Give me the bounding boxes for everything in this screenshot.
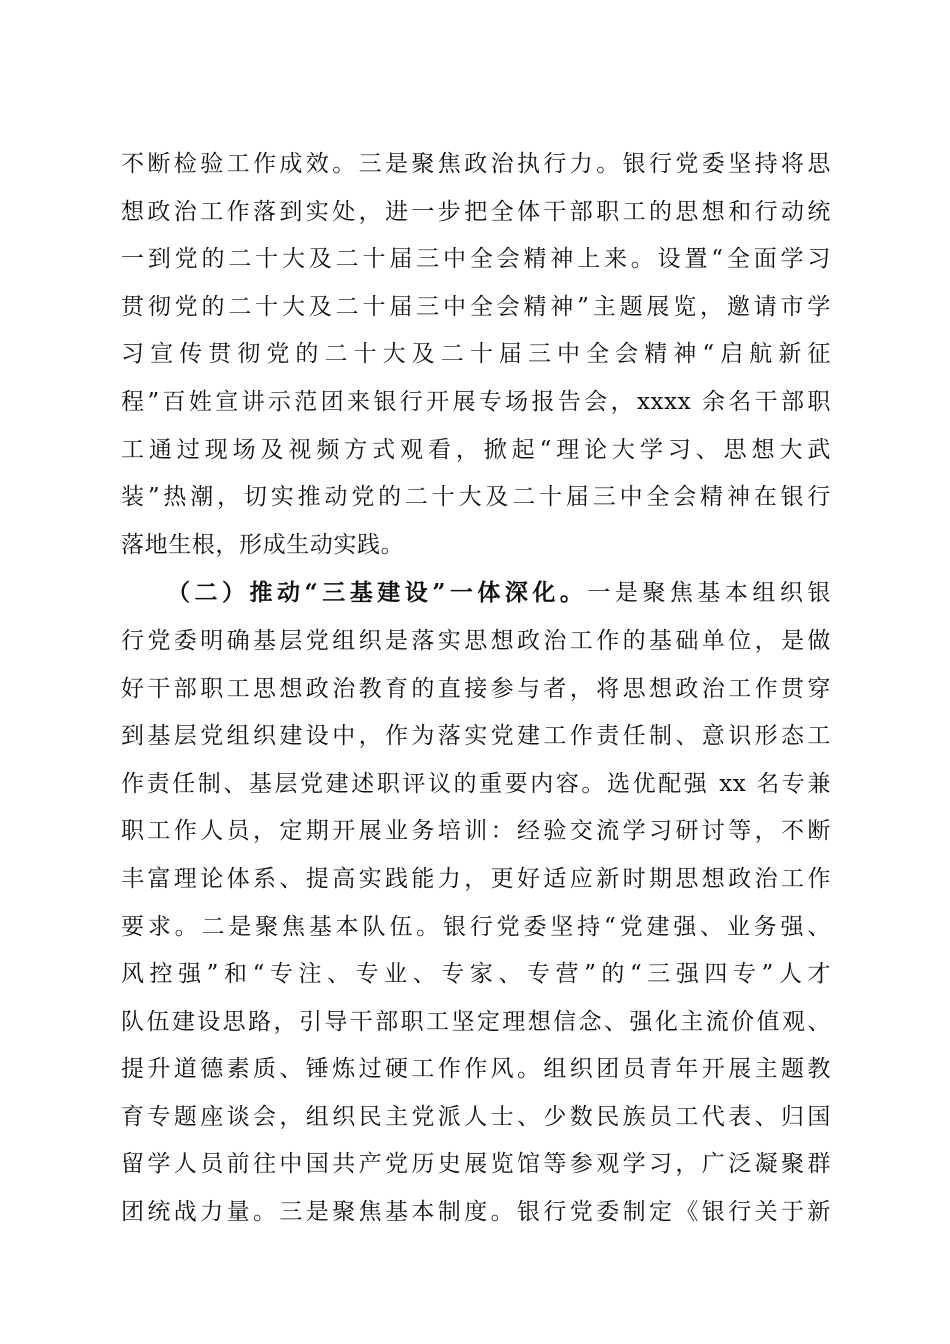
text-line: 一到党的二十大及二十届三中全会精神上来。设置“全面学习 bbox=[121, 246, 831, 273]
paragraph-1 bbox=[121, 141, 831, 569]
text-line: 行党委明确基层党组织是落实思想政治工作的基础单位，是做 bbox=[121, 627, 831, 654]
text-line: 队伍建设思路，引导干部职工坚定理想信念、强化主流价值观、 bbox=[121, 1008, 831, 1035]
text-line: 要求。二是聚焦基本队伍。银行党委坚持“党建强、业务强、 bbox=[121, 913, 831, 940]
text-line: 想政治工作落到实处，进一步把全体干部职工的思想和行动统 bbox=[121, 198, 831, 225]
text-line: 习宣传贯彻党的二十大及二十届三中全会精神“启航新征 bbox=[121, 341, 831, 368]
text-line: 工通过现场及视频方式观看，掀起“理论大学习、思想大武 bbox=[121, 436, 831, 463]
text-line: 到基层党组织建设中，作为落实党建工作责任制、意识形态工 bbox=[121, 723, 831, 750]
document-body bbox=[121, 141, 831, 1237]
text-line: 不断检验工作成效。三是聚焦政治执行力。银行党委坚持将思 bbox=[121, 151, 831, 177]
section-heading-line bbox=[121, 569, 831, 618]
text-line: 好干部职工思想政治教育的直接参与者，将思想政治工作贯穿 bbox=[121, 675, 831, 702]
text-line: 落地生根，形成生动实践。 bbox=[121, 531, 405, 558]
text-line: 作责任制、基层党建述职评议的重要内容。选优配强 xx 名专兼 bbox=[121, 770, 831, 797]
text-line: 贯彻党的二十大及二十届三中全会精神”主题展览，邀请市学 bbox=[121, 293, 831, 320]
text-line: 风控强”和“专注、专业、专家、专营”的“三强四专”人才 bbox=[121, 961, 831, 988]
text-line: 装”热潮，切实推动党的二十大及二十届三中全会精神在银行 bbox=[121, 484, 831, 511]
section-heading: （二）推动“三基建设”一体深化。 bbox=[167, 579, 588, 607]
text-line: 程”百姓宣讲示范团来银行开展专场报告会，xxxx 余名干部职 bbox=[121, 388, 831, 415]
text-line: 丰富理论体系、提高实践能力，更好适应新时期思想政治工作 bbox=[121, 865, 831, 892]
text-line: 团统战力量。三是聚焦基本制度。银行党委制定《银行关于新 bbox=[121, 1199, 831, 1226]
text-line: 提升道德素质、锤炼过硬工作作风。组织团员青年开展主题教 bbox=[121, 1056, 831, 1083]
paragraph-2 bbox=[121, 569, 831, 1236]
text-line: 职工作人员，定期开展业务培训：经验交流学习研讨等，不断 bbox=[121, 818, 831, 845]
text-line: 育专题座谈会，组织民主党派人士、少数民族员工代表、归国 bbox=[121, 1103, 831, 1130]
text-line: 留学人员前往中国共产党历史展览馆等参观学习，广泛凝聚群 bbox=[121, 1151, 831, 1178]
text-run: 一是聚焦基本组织银 bbox=[587, 580, 831, 607]
